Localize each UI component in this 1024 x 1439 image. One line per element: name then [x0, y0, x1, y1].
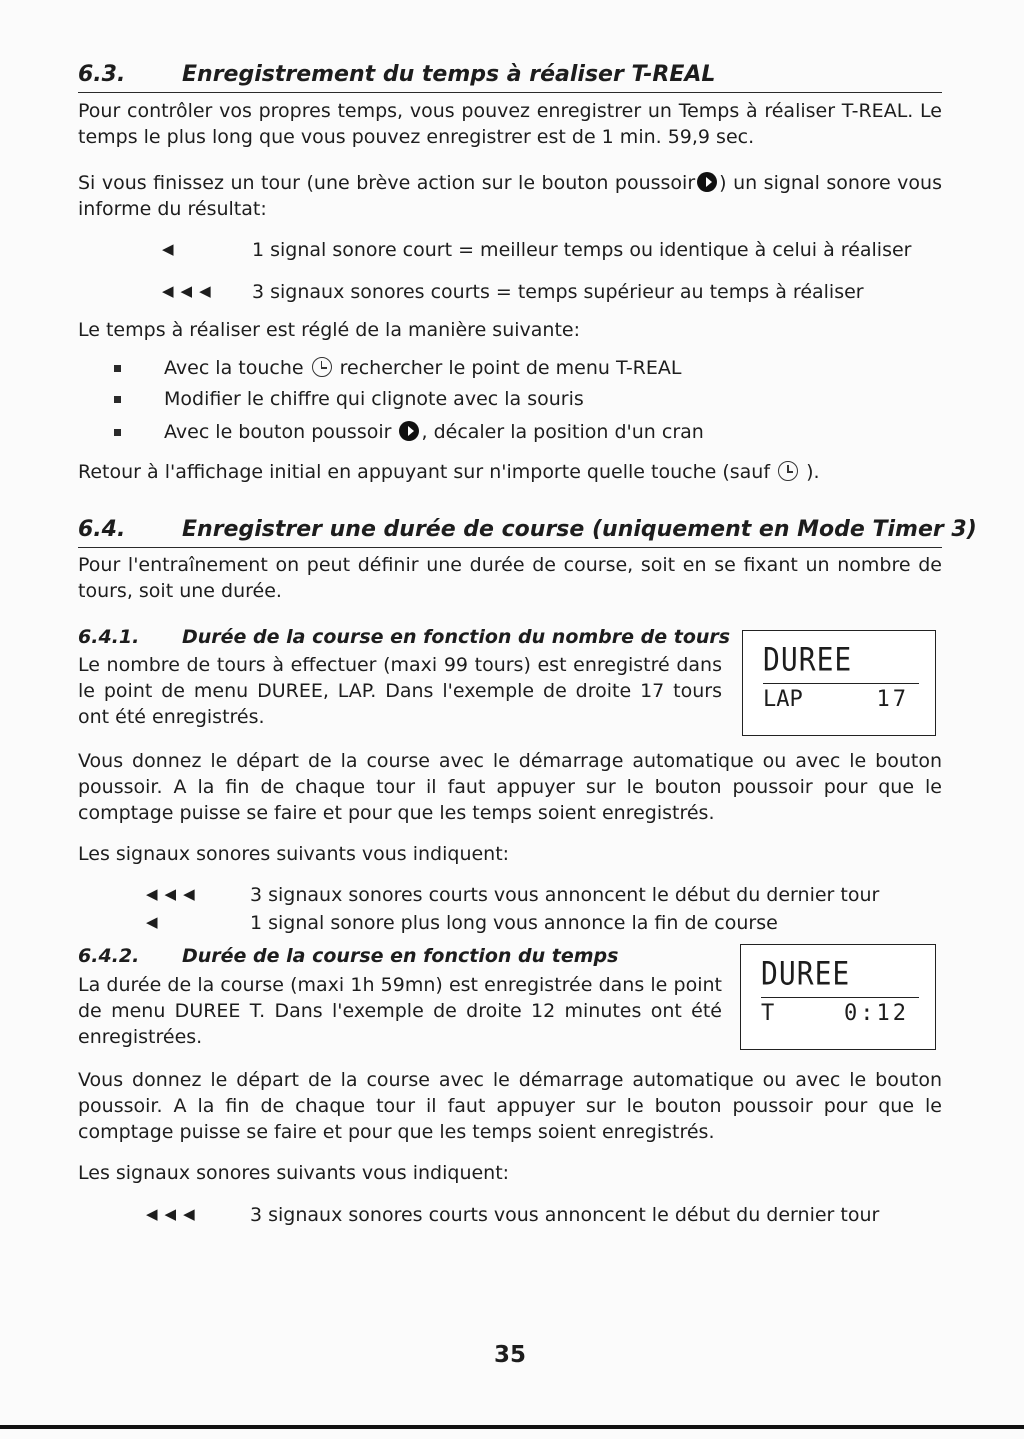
- speaker-triple-icon: ◀◀◀: [146, 885, 202, 903]
- paragraph: La durée de la course (maxi 1h 59mn) est enregistrée dans le point de menu DUREE T. Dans l'exemple de droite 12 minutes ont été enregistrées.: [78, 974, 722, 1048]
- signal-line: 1 signal sonore plus long vous annonce la fin de course: [250, 912, 778, 934]
- lcd-row1: DUREE: [761, 954, 851, 993]
- paragraph: Vous donnez le départ de la course avec le démarrage automatique ou avec le bouton poussoir. A la fin de chaque tour il faut appuyer sur le bouton poussoir pour que le comptage puisse se faire et pour que les temps soient enregistrés.: [78, 1069, 942, 1143]
- signal-line: 3 signaux sonores courts = temps supérieur au temps à réaliser: [252, 281, 864, 303]
- lcd-divider: [761, 997, 919, 998]
- list-item: Avec la touche rechercher le point de menu T-REAL: [164, 357, 682, 379]
- push-button-icon: [697, 172, 717, 192]
- page-number: 35: [493, 1342, 526, 1368]
- paragraph: Pour l'entraînement on peut définir une durée de course, soit en se fixant un nombre de tours, soit une durée.: [78, 554, 942, 602]
- paragraph: Le nombre de tours à effectuer (maxi 99 tours) est enregistré dans le point de menu DUREE, LAP. Dans l'exemple de droite 17 tours ont été enregistrés.: [78, 654, 722, 728]
- bullet: [114, 396, 121, 403]
- bullet: [114, 365, 121, 372]
- subsection-heading-6-4-2: 6.4.2. Durée de la course en fonction du temps: [78, 945, 619, 967]
- section-title: Enregistrement du temps à réaliser T-REAL: [182, 62, 716, 87]
- paragraph: Le temps à réaliser est réglé de la manière suivante:: [78, 319, 580, 341]
- lcd-divider: [763, 683, 919, 684]
- signal-line: 1 signal sonore court = meilleur temps ou identique à celui à réaliser: [252, 239, 912, 261]
- paragraph: Les signaux sonores suivants vous indiquent:: [78, 1162, 510, 1184]
- lcd-row2-value: 0:12: [844, 1001, 909, 1026]
- speaker-triple-icon: ◀◀◀: [146, 1205, 202, 1223]
- list-item: Modifier le chiffre qui clignote avec la souris: [164, 388, 584, 410]
- push-button-icon: [399, 421, 419, 441]
- section-title: Enregistrer une durée de course (uniquement en Mode Timer 3): [182, 517, 977, 542]
- lcd-row2-label: T: [761, 1001, 775, 1026]
- bullet: [114, 429, 121, 436]
- section-number: 6.3.: [78, 62, 126, 87]
- section-number: 6.4.: [78, 517, 126, 542]
- speaker-triple-icon: ◀◀◀: [162, 282, 218, 300]
- list-item: Avec le bouton poussoir , décaler la position d'un cran: [164, 421, 704, 443]
- signal-line: 3 signaux sonores courts vous annoncent le début du dernier tour: [250, 1204, 880, 1226]
- speaker-icon: ◀: [162, 240, 181, 258]
- paragraph: Les signaux sonores suivants vous indiquent:: [78, 843, 510, 865]
- paragraph: Retour à l'affichage initial en appuyant sur n'importe quelle touche (sauf ).: [78, 461, 820, 483]
- paragraph: Pour contrôler vos propres temps, vous pouvez enregistrer un Temps à réaliser T-REAL. Le temps le plus long que vous pouvez enregistrer est de 1 min. 59,9 sec.: [78, 100, 942, 148]
- paragraph-signal-intro: Si vous finissez un tour (une brève action sur le bouton poussoir ) un signal sonore vous informe du résultat:: [78, 172, 942, 220]
- paragraph: Vous donnez le départ de la course avec le démarrage automatique ou avec le bouton poussoir. A la fin de chaque tour il faut appuyer sur le bouton poussoir pour que le comptage puisse se faire et pour que les temps soient enregistrés.: [78, 750, 942, 824]
- clock-icon: [312, 357, 332, 377]
- lcd-display-time: [740, 944, 936, 1050]
- page-edge-rule: [0, 1425, 1024, 1429]
- lcd-row2-value: 17: [876, 687, 909, 712]
- clock-icon: [778, 461, 798, 481]
- section-heading-6-4: [78, 515, 977, 548]
- lcd-row2-label: LAP: [763, 687, 803, 712]
- lcd-display-lap: [742, 630, 936, 736]
- speaker-icon: ◀: [146, 913, 165, 931]
- signal-line: 3 signaux sonores courts vous annoncent le début du dernier tour: [250, 884, 880, 906]
- subsection-heading-6-4-1: 6.4.1. Durée de la course en fonction du nombre de tours: [78, 626, 731, 648]
- lcd-row1: DUREE: [763, 640, 853, 679]
- section-heading-6-3: [78, 60, 942, 93]
